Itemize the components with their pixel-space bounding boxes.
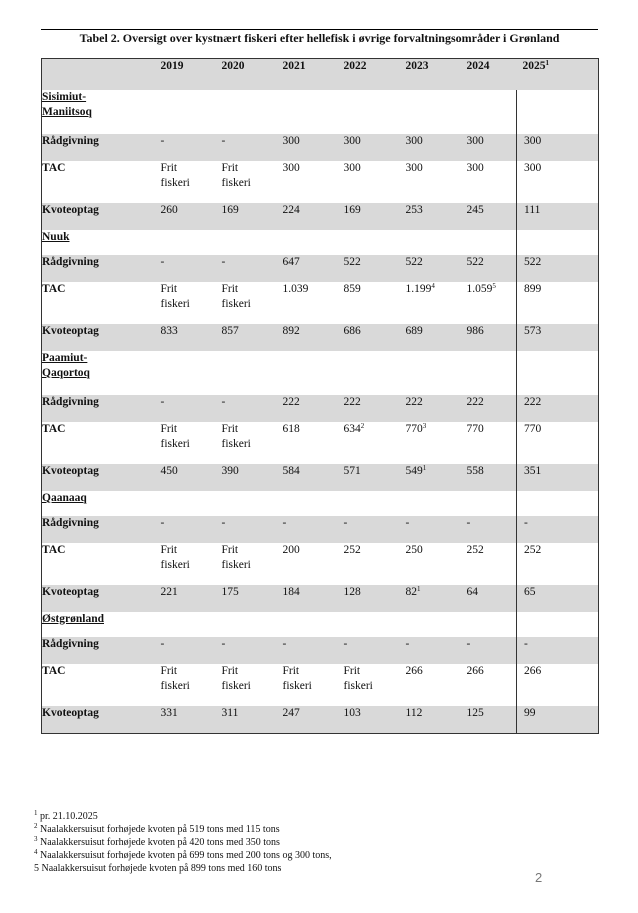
value-cell: 222 [460, 395, 517, 422]
value-cell: 300 [517, 134, 599, 161]
value-cell: $82^1$ [399, 585, 460, 612]
value-cell: - [215, 255, 276, 282]
year-header: 2025$^1$ [517, 59, 599, 91]
value-cell: 300 [517, 161, 599, 203]
empty-cell [154, 230, 215, 255]
table-title: Tabel 2. Oversigt over kystnært fiskeri efter hellefisk i øvrige forvaltningsområder i Grønland [79, 31, 560, 45]
row-label: Kvoteoptag [42, 585, 154, 612]
value-cell: 224 [276, 203, 337, 230]
section-row [42, 230, 599, 255]
empty-cell [460, 491, 517, 516]
empty-cell [215, 90, 276, 134]
value-cell: Frit fiskeri [276, 664, 337, 706]
section-name: Nuuk [42, 231, 70, 243]
empty-cell [517, 90, 599, 134]
value-cell: 300 [276, 161, 337, 203]
value-cell: 1.039 [276, 282, 337, 324]
raadgivning-row [42, 395, 599, 422]
empty-cell [215, 612, 276, 637]
value-cell: 222 [399, 395, 460, 422]
value-cell: 200 [276, 543, 337, 585]
value-cell: Frit fiskeri [215, 161, 276, 203]
section-row [42, 612, 599, 637]
section-name: Qaanaaq [42, 492, 87, 504]
value-cell: 558 [460, 464, 517, 491]
empty-cell [276, 90, 337, 134]
empty-cell [276, 612, 337, 637]
value-cell: 300 [399, 134, 460, 161]
value-cell: 125 [460, 706, 517, 734]
footnote: $^4$ Naalakkersuisut forhøjede kvoten på 699 tons med 200 tons og 300 tons, [34, 848, 332, 861]
value-cell: 300 [460, 134, 517, 161]
value-cell: 300 [460, 161, 517, 203]
value-cell: 522 [337, 255, 399, 282]
empty-cell [517, 612, 599, 637]
value-cell: - [460, 516, 517, 543]
value-cell: 857 [215, 324, 276, 351]
value-cell: 522 [517, 255, 599, 282]
value-cell: 647 [276, 255, 337, 282]
value-cell: 253 [399, 203, 460, 230]
empty-cell [399, 491, 460, 516]
value-cell: 522 [460, 255, 517, 282]
empty-cell [460, 351, 517, 395]
value-cell: 222 [517, 395, 599, 422]
footnote: $^2$ Naalakkersuisut forhøjede kvoten på 519 tons med 115 tons [34, 822, 280, 835]
footnote: 5 Naalakkersuisut forhøjede kvoten på 899 tons med 160 tons [34, 863, 282, 874]
raadgivning-row [42, 516, 599, 543]
empty-cell [517, 351, 599, 395]
section-row [42, 90, 599, 134]
year-header: 2024 [460, 59, 517, 91]
kvoteoptag-row [42, 203, 599, 230]
footnote: $^1$ pr. 21.10.2025 [34, 809, 98, 822]
empty-cell [337, 90, 399, 134]
value-cell: 169 [337, 203, 399, 230]
value-cell: Frit fiskeri [337, 664, 399, 706]
value-cell: 252 [517, 543, 599, 585]
empty-cell [154, 90, 215, 134]
header-row [42, 59, 599, 91]
empty-cell [337, 351, 399, 395]
value-cell: 222 [337, 395, 399, 422]
value-cell: 450 [154, 464, 215, 491]
raadgivning-row [42, 134, 599, 161]
value-cell: 770 [517, 422, 599, 464]
row-label: TAC [42, 422, 154, 464]
value-cell: 221 [154, 585, 215, 612]
tac-row [42, 282, 599, 324]
value-cell: - [215, 637, 276, 664]
row-label: Rådgivning [42, 255, 154, 282]
year-header: 2019 [154, 59, 215, 91]
value-cell: 584 [276, 464, 337, 491]
empty-cell [276, 491, 337, 516]
value-cell: 112 [399, 706, 460, 734]
empty-cell [154, 612, 215, 637]
value-cell: 770 [460, 422, 517, 464]
value-cell: - [154, 637, 215, 664]
value-cell: $634^2$ [337, 422, 399, 464]
row-label: TAC [42, 664, 154, 706]
value-cell: - [517, 516, 599, 543]
value-cell: Frit fiskeri [154, 543, 215, 585]
value-cell: 266 [460, 664, 517, 706]
kvoteoptag-row [42, 585, 599, 612]
year-header: 2022 [337, 59, 399, 91]
row-label: Kvoteoptag [42, 203, 154, 230]
raadgivning-row [42, 255, 599, 282]
empty-cell [215, 230, 276, 255]
value-cell: 300 [337, 161, 399, 203]
value-cell: $770^3$ [399, 422, 460, 464]
section-row [42, 491, 599, 516]
value-cell: 331 [154, 706, 215, 734]
value-cell: - [517, 637, 599, 664]
row-label: Rådgivning [42, 637, 154, 664]
value-cell: - [399, 637, 460, 664]
value-cell: - [399, 516, 460, 543]
row-label: Rådgivning [42, 395, 154, 422]
row-label: Kvoteoptag [42, 464, 154, 491]
value-cell: 899 [517, 282, 599, 324]
section-row [42, 351, 599, 395]
value-cell: 390 [215, 464, 276, 491]
value-cell: 247 [276, 706, 337, 734]
empty-cell [215, 491, 276, 516]
value-cell: 351 [517, 464, 599, 491]
value-cell: 571 [337, 464, 399, 491]
value-cell: 250 [399, 543, 460, 585]
value-cell: 573 [517, 324, 599, 351]
empty-cell [276, 351, 337, 395]
value-cell: 689 [399, 324, 460, 351]
value-cell: 859 [337, 282, 399, 324]
empty-cell [399, 612, 460, 637]
empty-cell [337, 230, 399, 255]
value-cell: 222 [276, 395, 337, 422]
value-cell: 252 [337, 543, 399, 585]
value-cell: 260 [154, 203, 215, 230]
empty-cell [517, 491, 599, 516]
value-cell: 245 [460, 203, 517, 230]
section-name: Paamiut- Qaqortoq [42, 352, 90, 379]
row-label: Rådgivning [42, 134, 154, 161]
page-number: 2 [535, 870, 543, 885]
value-cell: 300 [337, 134, 399, 161]
value-cell: 311 [215, 706, 276, 734]
value-cell: 65 [517, 585, 599, 612]
value-cell: Frit fiskeri [154, 664, 215, 706]
value-cell: - [276, 637, 337, 664]
value-cell: - [154, 255, 215, 282]
year-header: 2020 [215, 59, 276, 91]
tac-row [42, 664, 599, 706]
empty-cell [399, 351, 460, 395]
empty-cell [399, 230, 460, 255]
empty-cell [276, 230, 337, 255]
tac-row [42, 422, 599, 464]
section-name: Østgrønland [42, 613, 104, 625]
kvoteoptag-row [42, 706, 599, 734]
value-cell: - [154, 516, 215, 543]
empty-cell [399, 90, 460, 134]
value-cell: 266 [399, 664, 460, 706]
value-cell: Frit fiskeri [215, 543, 276, 585]
value-cell: 892 [276, 324, 337, 351]
section-name: Sisimiut- Maniitsoq [42, 91, 92, 118]
value-cell: 111 [517, 203, 599, 230]
raadgivning-row [42, 637, 599, 664]
empty-cell [154, 351, 215, 395]
value-cell: 300 [276, 134, 337, 161]
value-cell: 300 [399, 161, 460, 203]
value-cell: - [215, 395, 276, 422]
value-cell: 64 [460, 585, 517, 612]
value-cell: Frit fiskeri [215, 282, 276, 324]
value-cell: - [154, 134, 215, 161]
row-label: Rådgivning [42, 516, 154, 543]
value-cell: - [337, 516, 399, 543]
value-cell: $549^1$ [399, 464, 460, 491]
tac-row [42, 543, 599, 585]
row-label: Kvoteoptag [42, 706, 154, 734]
value-cell: 1.059$^5$ [460, 282, 517, 324]
value-cell: 169 [215, 203, 276, 230]
value-cell: 184 [276, 585, 337, 612]
value-cell: - [460, 637, 517, 664]
value-cell: - [215, 516, 276, 543]
row-label: Kvoteoptag [42, 324, 154, 351]
empty-cell [215, 351, 276, 395]
value-cell: Frit fiskeri [215, 664, 276, 706]
row-label: TAC [42, 543, 154, 585]
header-corner [42, 59, 154, 91]
row-label: TAC [42, 161, 154, 203]
empty-cell [460, 230, 517, 255]
empty-cell [460, 612, 517, 637]
value-cell: 686 [337, 324, 399, 351]
value-cell: - [276, 516, 337, 543]
fisheries-table [41, 58, 599, 734]
empty-cell [460, 90, 517, 134]
value-cell: 1.199$^4$ [399, 282, 460, 324]
value-cell: 986 [460, 324, 517, 351]
year-header: 2023 [399, 59, 460, 91]
row-label: TAC [42, 282, 154, 324]
value-cell: - [337, 637, 399, 664]
value-cell: 252 [460, 543, 517, 585]
kvoteoptag-row [42, 464, 599, 491]
value-cell: 266 [517, 664, 599, 706]
value-cell: 128 [337, 585, 399, 612]
footnote: $^3$ Naalakkersuisut forhøjede kvoten på 420 tons med 350 tons [34, 835, 280, 848]
footnotes [34, 810, 332, 875]
value-cell: 522 [399, 255, 460, 282]
value-cell: Frit fiskeri [154, 282, 215, 324]
year-header: 2021 [276, 59, 337, 91]
value-cell: 175 [215, 585, 276, 612]
value-cell: - [215, 134, 276, 161]
value-cell: Frit fiskeri [154, 422, 215, 464]
tac-row [42, 161, 599, 203]
empty-cell [337, 612, 399, 637]
value-cell: 833 [154, 324, 215, 351]
value-cell: 103 [337, 706, 399, 734]
value-cell: 99 [517, 706, 599, 734]
value-cell: - [154, 395, 215, 422]
kvoteoptag-row [42, 324, 599, 351]
value-cell: Frit fiskeri [154, 161, 215, 203]
value-cell: Frit fiskeri [215, 422, 276, 464]
empty-cell [154, 491, 215, 516]
value-cell: 618 [276, 422, 337, 464]
empty-cell [517, 230, 599, 255]
empty-cell [337, 491, 399, 516]
